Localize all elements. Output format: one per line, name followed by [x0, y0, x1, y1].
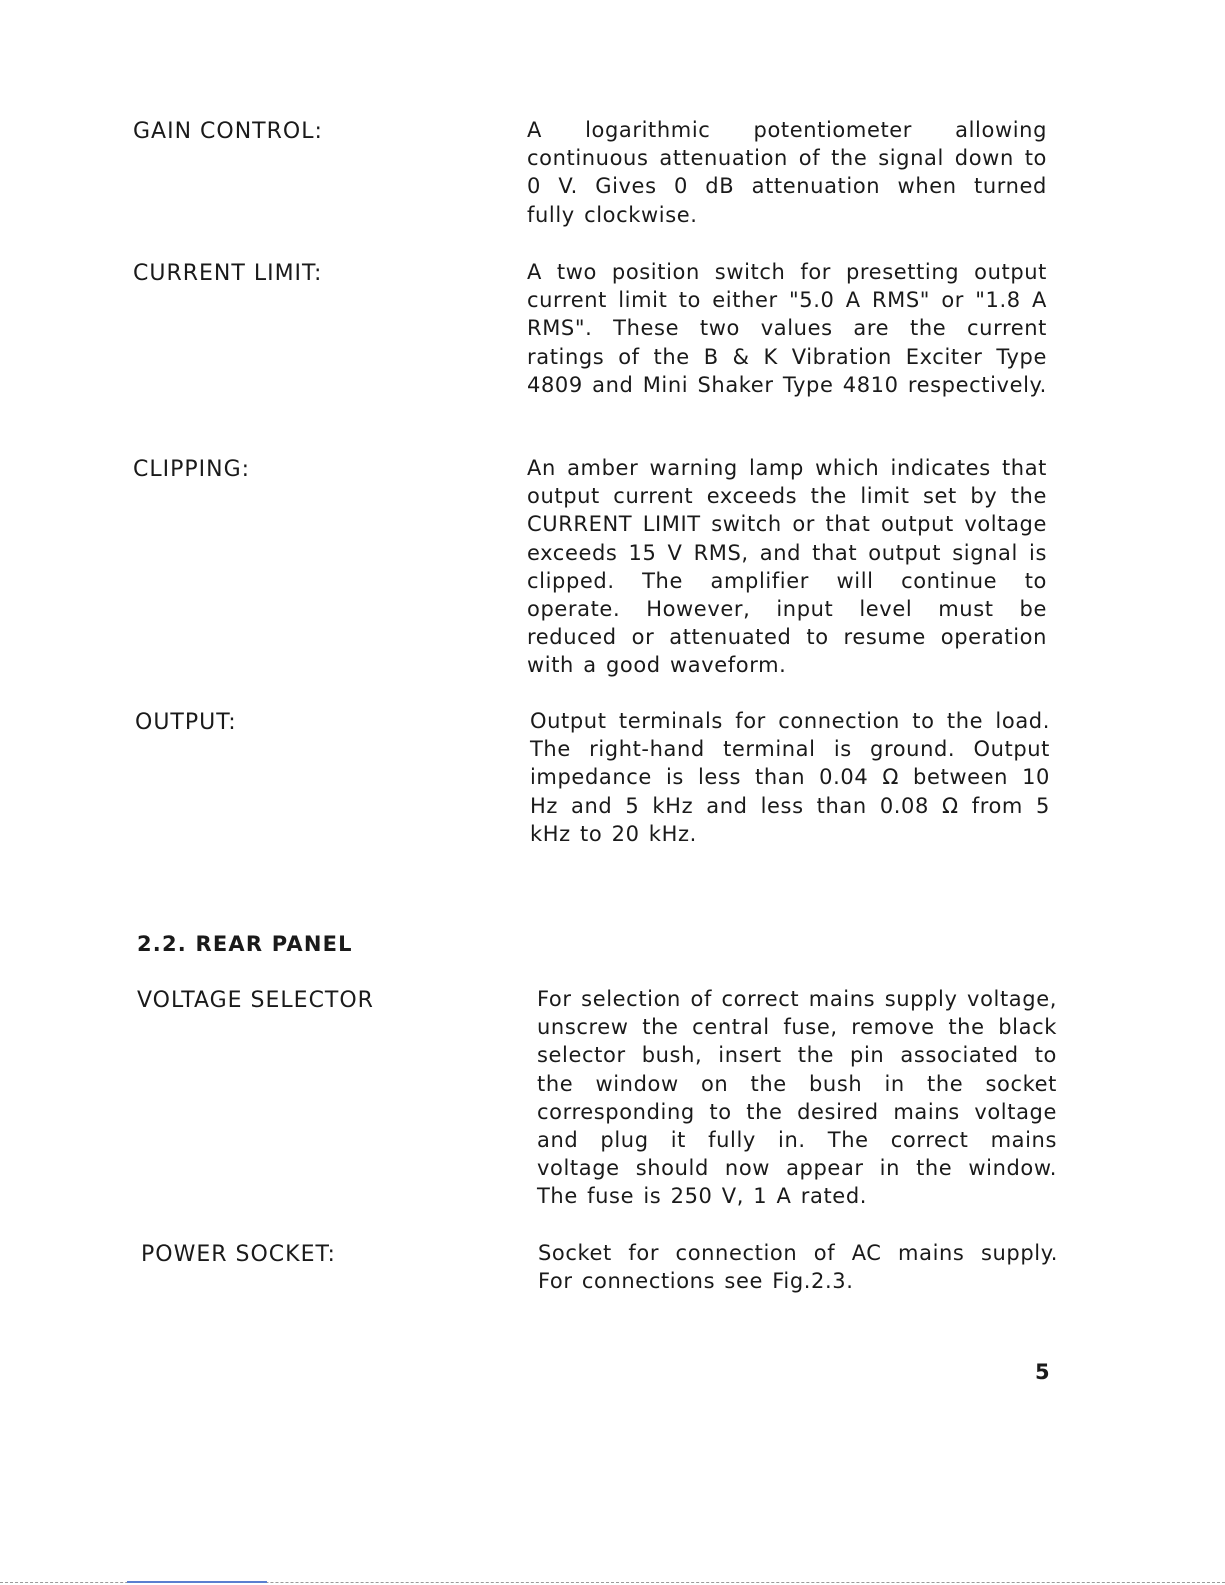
description-clipping: An amber warning lamp which indicates that output current exceeds the limit set by the CURRENT LIMIT switch or that output voltage exceeds 15 V RMS, and that output signal is clipped. The amplifier will continue to operate. However, input level must be reduced or attenuated to resume operation with a good waveform.	[527, 456, 1047, 678]
description-gain-control: A logarithmic potentiometer allowing continuous attenuation of the signal down to 0 V. Gives 0 dB attenuation when turned fully clockwise.	[527, 118, 1047, 227]
term-clipping: CLIPPING:	[133, 457, 251, 482]
term-output: OUTPUT:	[135, 710, 237, 735]
description-current-limit: A two position switch for presetting output current limit to either "5.0 A RMS" or "1.8 A RMS". These two values are the current ratings of the B & K Vibration Exciter Type 4809 and Mini Shaker Type 4810 respectively.	[527, 260, 1047, 397]
section-heading-rear-panel: 2.2. REAR PANEL	[137, 932, 353, 956]
description-power-socket: Socket for connection of AC mains supply. For connections see Fig.2.3.	[538, 1241, 1058, 1294]
bottom-edge-accent	[127, 1581, 267, 1583]
term-power-socket: POWER SOCKET:	[141, 1242, 336, 1267]
term-current-limit: CURRENT LIMIT:	[133, 261, 323, 286]
term-voltage-selector: VOLTAGE SELECTOR	[137, 988, 374, 1013]
description-voltage-selector: For selection of correct mains supply voltage, unscrew the central fuse, remove the black selector bush, insert the pin associated to the window on the bush in the socket corresponding to the desired mains voltage and plug it fully in. The correct mains voltage should now appear in the window. The fuse is 250 V, 1 A rated.	[537, 987, 1057, 1209]
description-output: Output terminals for connection to the load. The right-hand terminal is ground. Output impedance is less than 0.04 Ω between 10 Hz and 5 kHz and less than 0.08 Ω from 5 kHz to 20 kHz.	[530, 709, 1050, 846]
term-gain-control: GAIN CONTROL:	[133, 119, 323, 144]
page-number: 5	[1035, 1360, 1050, 1384]
